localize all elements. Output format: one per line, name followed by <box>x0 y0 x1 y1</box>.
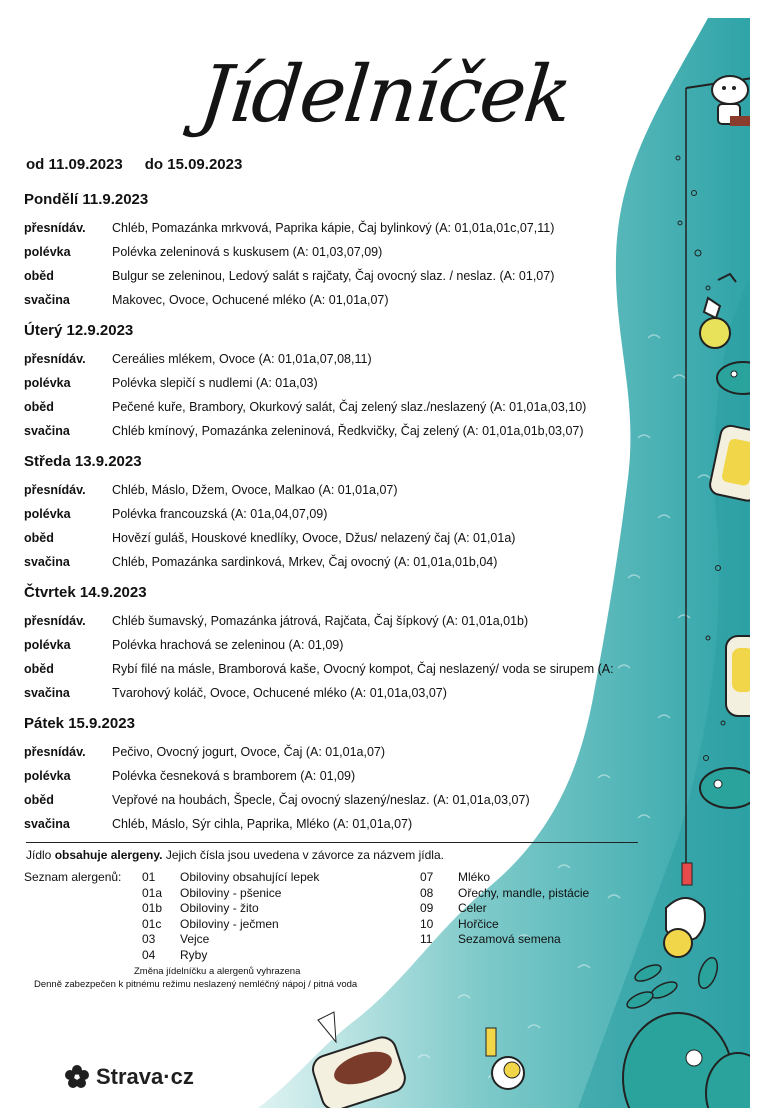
day-name: Úterý 12.9.2023 <box>24 322 134 339</box>
meal-text: Hovězí guláš, Houskové knedlíky, Ovoce, Džus/ nelazený čaj (A: 01,01a) <box>112 531 516 545</box>
allergen-code: 03 <box>142 932 156 946</box>
allergen-code: 08 <box>420 885 434 900</box>
allergen-item <box>420 870 589 886</box>
meal-text: Chléb, Máslo, Sýr cihla, Paprika, Mléko (A: 01,01a,07) <box>112 817 413 831</box>
meal-label: polévka <box>24 245 71 259</box>
meal-row <box>24 395 664 419</box>
meal-text: Polévka slepičí s nudlemi (A: 01a,03) <box>112 376 318 390</box>
meal-row <box>24 419 664 443</box>
menu-page <box>18 18 750 1108</box>
footer-note-changes: Změna jídelníčku a alergenů vyhrazena <box>134 966 301 977</box>
meal-text: Pečené kuře, Brambory, Okurkový salát, Čaj zelený slaz./neslazený (A: 01,01a,03,10) <box>112 400 587 414</box>
meal-text: Chléb, Pomazánka mrkvová, Paprika kápie, Čaj bylinkový (A: 01,01a,01c,07,11) <box>112 221 555 235</box>
allergen-code: 01c <box>142 916 162 931</box>
allergen-code: 01b <box>142 901 163 915</box>
meal-row <box>24 788 664 812</box>
allergen-code: 09 <box>420 901 434 915</box>
meal-label: přesnídáv. <box>24 614 86 628</box>
date-from: od 11.09.2023 <box>26 156 123 173</box>
allergen-name: Ryby <box>180 947 208 962</box>
meal-row <box>24 633 664 657</box>
allergen-name: Hořčice <box>458 916 499 931</box>
footer-note-drinks: Denně zabezpečen k pitnému režimu neslazený nemléčný nápoj / pitná voda <box>34 979 358 990</box>
meal-label: oběd <box>24 269 54 283</box>
meal-label: oběd <box>24 531 54 545</box>
allergen-item <box>142 917 319 933</box>
day-section <box>24 581 664 705</box>
meal-label: svačina <box>24 293 70 307</box>
allergen-name: Mléko <box>458 870 491 884</box>
meal-label: polévka <box>24 507 71 521</box>
meal-label: oběd <box>24 400 54 414</box>
meal-label: přesnídáv. <box>24 352 86 366</box>
meal-row <box>24 526 664 550</box>
meal-row <box>24 478 664 502</box>
day-section <box>24 188 664 312</box>
meal-row <box>24 371 664 395</box>
meal-row <box>24 812 664 836</box>
page-title: Jídelníček <box>195 50 575 140</box>
strava-logo <box>64 1064 194 1090</box>
meal-text: Pečivo, Ovocný jogurt, Ovoce, Čaj (A: 01,01a,07) <box>112 745 386 759</box>
meal-row <box>24 502 664 526</box>
meal-text: Makovec, Ovoce, Ochucené mléko (A: 01,01a,07) <box>112 293 389 307</box>
meal-row <box>24 681 664 705</box>
meal-text: Cereálies mlékem, Ovoce (A: 01,01a,07,08,11) <box>112 352 372 366</box>
meal-text: Polévka česneková s bramborem (A: 01,09) <box>112 769 356 783</box>
meal-label: svačina <box>24 555 70 569</box>
allergen-item <box>420 901 589 917</box>
allergen-item <box>142 901 319 917</box>
strava-logo-icon <box>64 1064 90 1090</box>
meal-row <box>24 288 664 312</box>
allergen-code: 01a <box>142 885 163 900</box>
allergen-note <box>26 848 444 862</box>
meal-text: Chléb, Máslo, Džem, Ovoce, Malkao (A: 01,01a,07) <box>112 483 398 497</box>
allergen-note-post: Jejich čísla jsou uvedena v závorce za názvem jídla. <box>162 848 444 862</box>
day-name: Pondělí 11.9.2023 <box>24 191 149 208</box>
meal-text: Polévka hrachová se zeleninou (A: 01,09) <box>112 638 344 652</box>
day-section <box>24 450 664 574</box>
allergen-name: Obiloviny - ječmen <box>180 916 279 931</box>
day-name: Středa 13.9.2023 <box>24 453 142 470</box>
meal-label: oběd <box>24 793 54 807</box>
allergen-item <box>142 932 319 948</box>
meal-text: Chléb kmínový, Pomazánka zeleninová, Ředkvičky, Čaj zelený (A: 01,01a,01b,03,07) <box>112 424 584 438</box>
meal-label: polévka <box>24 769 71 783</box>
meal-label: polévka <box>24 638 71 652</box>
meal-label: přesnídáv. <box>24 745 86 759</box>
allergen-list-label: Seznam alergenů: <box>24 870 122 884</box>
allergen-name: Obiloviny - žito <box>180 901 259 915</box>
meal-text: Rybí filé na másle, Bramborová kaše, Ovocný kompot, Čaj neslazený/ voda se sirupem (A: <box>112 662 614 676</box>
allergen-item <box>420 932 589 948</box>
meal-label: svačina <box>24 686 70 700</box>
meal-row <box>24 764 664 788</box>
meal-label: přesnídáv. <box>24 483 86 497</box>
meal-row <box>24 550 664 574</box>
allergen-code: 04 <box>142 947 156 962</box>
allergen-list-right <box>420 870 589 948</box>
meal-text: Tvarohový koláč, Ovoce, Ochucené mléko (A: 01,01a,03,07) <box>112 686 447 700</box>
meal-row <box>24 347 664 371</box>
meal-row <box>24 657 664 681</box>
allergen-item <box>420 886 589 902</box>
day-name: Pátek 15.9.2023 <box>24 715 135 732</box>
allergen-code: 10 <box>420 916 434 931</box>
strava-logo-text: Strava·cz <box>96 1064 194 1089</box>
meal-label: přesnídáv. <box>24 221 86 235</box>
allergen-name: Obiloviny obsahující lepek <box>180 870 320 884</box>
meal-text: Chléb, Pomazánka sardinková, Mrkev, Čaj ovocný (A: 01,01a,01b,04) <box>112 555 498 569</box>
meal-row <box>24 264 664 288</box>
allergen-code: 01 <box>142 870 156 884</box>
meal-text: Polévka zeleninová s kuskusem (A: 01,03,07,09) <box>112 245 383 259</box>
meal-row <box>24 216 664 240</box>
allergen-name: Celer <box>458 901 487 915</box>
fish-icon <box>700 768 750 808</box>
allergen-item <box>420 917 589 933</box>
meal-label: oběd <box>24 662 54 676</box>
meal-label: svačina <box>24 817 70 831</box>
meal-text: Chléb šumavský, Pomazánka játrová, Rajčata, Čaj šípkový (A: 01,01a,01b) <box>112 614 529 628</box>
meal-text: Polévka francouzská (A: 01a,04,07,09) <box>112 507 328 521</box>
allergen-name: Vejce <box>180 932 210 946</box>
divider <box>26 842 638 843</box>
day-section <box>24 319 664 443</box>
day-section <box>24 712 664 836</box>
date-range <box>26 156 264 173</box>
allergen-code: 07 <box>420 870 434 884</box>
day-name: Čtvrtek 14.9.2023 <box>24 584 147 601</box>
meal-row <box>24 740 664 764</box>
meal-text: Vepřové na houbách, Špecle, Čaj ovocný slazený/neslaz. (A: 01,01a,03,07) <box>112 793 530 807</box>
allergen-code: 11 <box>420 932 433 946</box>
allergen-item <box>142 948 319 964</box>
can-icon <box>726 636 750 716</box>
allergen-note-bold: obsahuje alergeny. <box>54 848 163 862</box>
fishing-hook-icon <box>682 863 692 885</box>
meal-label: polévka <box>24 376 71 390</box>
allergen-item <box>142 870 319 886</box>
date-to: do 15.09.2023 <box>144 156 243 173</box>
allergen-item <box>142 886 319 902</box>
meal-text: Bulgur se zeleninou, Ledový salát s rajčaty, Čaj ovocný slaz. / neslaz. (A: 01,07) <box>112 269 555 283</box>
allergen-note-pre: Jídlo <box>26 848 55 862</box>
allergen-name: Obiloviny - pšenice <box>180 885 282 900</box>
meal-row <box>24 609 664 633</box>
allergen-name: Sezamová semena <box>458 932 561 946</box>
allergen-name: Ořechy, mandle, pistácie <box>458 885 590 900</box>
meal-label: svačina <box>24 424 70 438</box>
allergen-list-left <box>142 870 319 963</box>
meal-row <box>24 240 664 264</box>
